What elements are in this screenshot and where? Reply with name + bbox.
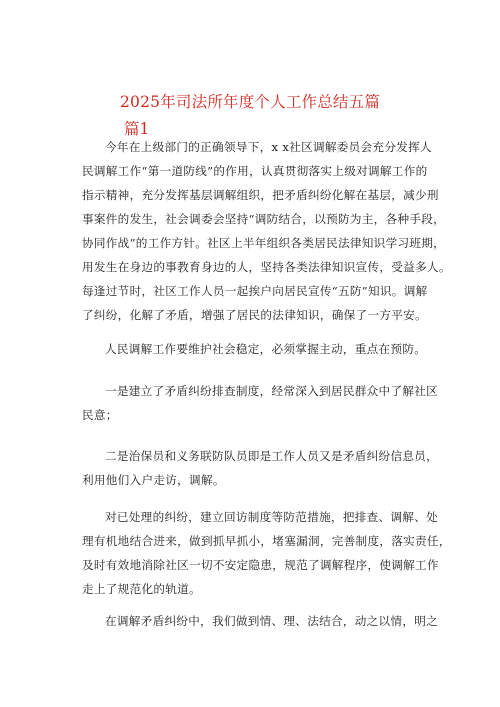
paragraph-line: 用发生在身边的事教育身边的人，坚持各类法律知识宣传，受益多人。 <box>82 260 451 274</box>
document-title: 2025年司法所年度个人工作总结五篇 <box>119 93 381 111</box>
paragraph-line: 利用他们入户走访，调解。 <box>82 473 225 487</box>
paragraph-5 <box>82 505 451 601</box>
paragraph-6 <box>82 609 439 633</box>
section-heading: 篇1 <box>124 120 150 138</box>
paragraph-line: 民意； <box>82 408 118 422</box>
paragraph-line: 对已处理的纠纷，建立回访制度等防范措施，把排查、调解、处 <box>105 510 439 524</box>
paragraph-line: 在调解矛盾纠纷中，我们做到情、理、法结合，动之以情，明之 <box>105 614 439 628</box>
paragraph-2 <box>82 337 432 361</box>
paragraph-line: 协同作战”的工作方针。社区上半年组织各类居民法律知识学习班期， <box>82 236 446 250</box>
paragraph-4 <box>82 444 439 492</box>
paragraph-line: 一是建立了矛盾纠纷排查制度，经常深入到居民群众中了解社区 <box>105 384 439 398</box>
paragraph-line: 走上了规范化的轨道。 <box>82 582 201 596</box>
paragraph-line: 二是治保员和义务联防队员即是工作人员又是矛盾纠纷信息员， <box>105 449 439 463</box>
paragraph-line: 了纠纷，化解了矛盾，增强了居民的法律知识，确保了一方平安。 <box>82 308 427 322</box>
paragraph-3 <box>82 379 439 427</box>
paragraph-line: 及时有效地消除社区一切不安定隐患，规范了调解程序，使调解工作 <box>82 558 439 572</box>
paragraph-line: 今年在上级部门的正确领导下，x x社区调解委员会充分发挥人 <box>105 140 432 154</box>
paragraph-line: 理有机地结合进来，做到抓早抓小，堵塞漏洞，完善制度，落实责任， <box>82 534 451 548</box>
paragraph-line: 事案件的发生，社会调委会坚持“调防结合，以预防为主，各种手段， <box>82 212 446 226</box>
paragraph-1 <box>82 135 451 327</box>
paragraph-line: 指示精神，充分发挥基层调解组织，把矛盾纠纷化解在基层，减少刑 <box>82 188 439 202</box>
paragraph-line: 人民调解工作要维护社会稳定，必须掌握主动，重点在预防。 <box>105 342 427 356</box>
paragraph-line: 每逢过节时，社区工作人员一起挨户向居民宣传“五防”知识。调解 <box>82 284 428 298</box>
paragraph-line: 民调解工作“第一道防线”的作用，认真贯彻落实上级对调解工作的 <box>82 164 428 178</box>
